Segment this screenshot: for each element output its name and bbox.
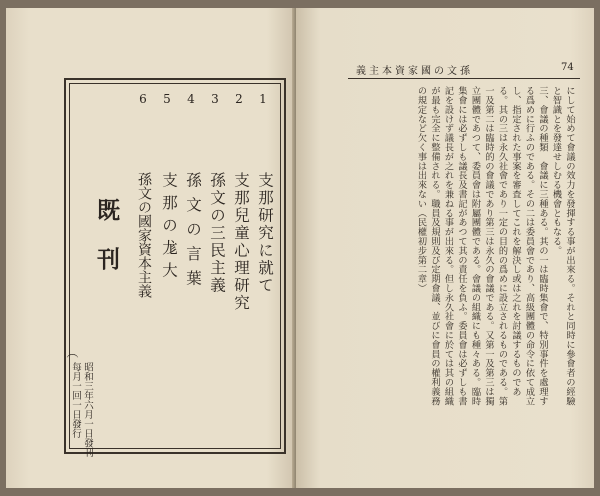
book-number: 3 (211, 92, 219, 106)
open-paren: （ (65, 346, 79, 358)
header-rule (348, 78, 580, 79)
right-page (296, 8, 594, 488)
book-number: 5 (163, 92, 171, 106)
book-title: 支那研究に就て (256, 172, 274, 295)
book-title: 支那兒童心理研究 (232, 172, 250, 312)
book-number: 1 (259, 92, 267, 106)
book-title: 孫文の言葉 (184, 172, 202, 295)
book-title: 支那の尨大 (160, 172, 178, 285)
publication-frequency: 每月一回一日發行 (70, 362, 81, 438)
paragraph: にして始めて會議の效力を發揮する事が出來る。それと同時に參會者の經驗と智識とを發達せしむる機會ともなる。 (550, 86, 575, 406)
book-number: 2 (235, 92, 243, 106)
paragraph: 三、會議の種類 會議に三種ある。其の一は臨時集會で、特別事件を處理する爲めに行ふのである。その二は委員會であり、高級團體の命令に依て成立し、指定された事案を審査してこれを解決し或は之れを討議するものである。其の三は永久社會であり一定の目的の爲めに設立されるものである。第一及第二は臨時的の會議であり第三は永久の會議である。又第一及第三は獨立團體であつて、委員會は附屬團體である。會議の組織にも種々ある。臨時集會には必ずしも議長及書記があつて其の責任を負ふ。委員會は必ずしも書記を設けず議長が之れを兼ねる事が出來る。但し永久社會に於ては其の組織が最も完全に整備される。職員及規則及び定期會議、並びに會員の權利義務の規定など欠く事は出來ない（民權初步第二章） (415, 86, 548, 406)
book-number: 6 (139, 92, 147, 106)
book-number: 4 (187, 92, 195, 106)
running-head: 義主本資家國の文孫 (356, 66, 473, 77)
page-number: 74 (561, 62, 574, 73)
body-text (356, 86, 576, 406)
series-heading: 既刊 (93, 198, 120, 296)
book-title: 孫文の國家資本主義 (136, 172, 152, 298)
left-page (6, 8, 296, 488)
publication-date: 昭和三年六月一日發刊 (82, 362, 93, 457)
book-title: 孫文の三民主義 (208, 172, 226, 295)
published-list-box (64, 78, 286, 457)
